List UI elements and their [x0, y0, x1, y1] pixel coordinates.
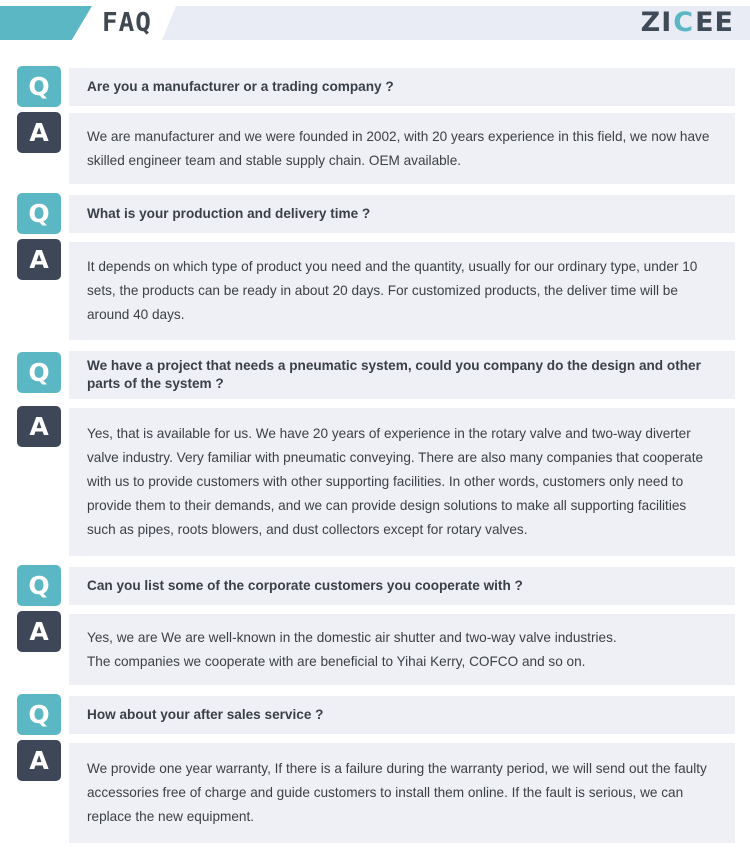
answer-text: Yes, we are We are well-known in the domestic air shutter and two-way valve industries. The companies we cooperate with are beneficial to Yihai Kerry, COFCO and so on. [87, 629, 617, 669]
page-title: FAQ [102, 8, 152, 38]
question-badge-icon: Q [17, 565, 61, 606]
faq-answer-5 [69, 743, 735, 843]
question-badge-icon: Q [17, 694, 61, 735]
faq-answer-2 [69, 242, 735, 340]
logo-part-rest: EE [695, 6, 734, 38]
question-text: How about your after sales service ? [87, 707, 324, 722]
faq-question-5 [69, 696, 735, 734]
question-text: Are you a manufacturer or a trading company ? [87, 79, 394, 94]
question-badge-icon: Q [17, 193, 61, 234]
faq-question-4 [69, 567, 735, 605]
answer-text: Yes, that is available for us. We have 20 years of experience in the rotary valve and two-way diverter valve industry. Very familiar with pneumatic conveying. There are also many companies that cooperate with us to provide customers with other supporting facilities. In other words, customers only need to provide them to their demands, and we can provide design solutions to make all supporting facilities such as pipes, roots blowers, and dust collectors except for rotary valves. [87, 426, 704, 537]
faq-question-3 [69, 351, 735, 399]
answer-text: We provide one year warranty, If there is a failure during the warranty period, we will send out the faulty accessories free of charge and guide customers to install them online. If the fault is serious, we can replace the new equipment. [87, 761, 707, 824]
brand-logo [641, 7, 734, 37]
answer-badge-icon: A [17, 740, 61, 781]
answer-badge-icon: A [17, 112, 61, 153]
answer-text: We are manufacturer and we were founded in 2002, with 20 years experience in this field, we now have skilled engineer team and stable supply chain. OEM available. [87, 128, 710, 168]
header-accent-stripe [0, 6, 92, 40]
question-badge-icon: Q [17, 66, 61, 107]
logo-part-dark: ZI [640, 6, 673, 38]
question-text: What is your production and delivery time ? [87, 206, 371, 221]
answer-badge-icon: A [17, 611, 61, 652]
answer-badge-icon: A [17, 239, 61, 280]
answer-badge-icon: A [17, 406, 61, 447]
logo-part-accent: C [673, 6, 695, 38]
question-text: Can you list some of the corporate customers you cooperate with ? [87, 578, 523, 593]
faq-answer-4 [69, 614, 735, 685]
question-badge-icon: Q [17, 352, 61, 393]
faq-answer-1 [69, 113, 735, 184]
faq-question-1 [69, 68, 735, 106]
faq-answer-3 [69, 408, 735, 556]
question-text: We have a project that needs a pneumatic system, could you company do the design and other parts of the system ? [87, 358, 701, 391]
faq-question-2 [69, 195, 735, 233]
answer-text: It depends on which type of product you need and the quantity, usually for our ordinary type, under 10 sets, the products can be ready in about 20 days. For customized products, the deliver time will be around 40 days. [87, 259, 698, 322]
